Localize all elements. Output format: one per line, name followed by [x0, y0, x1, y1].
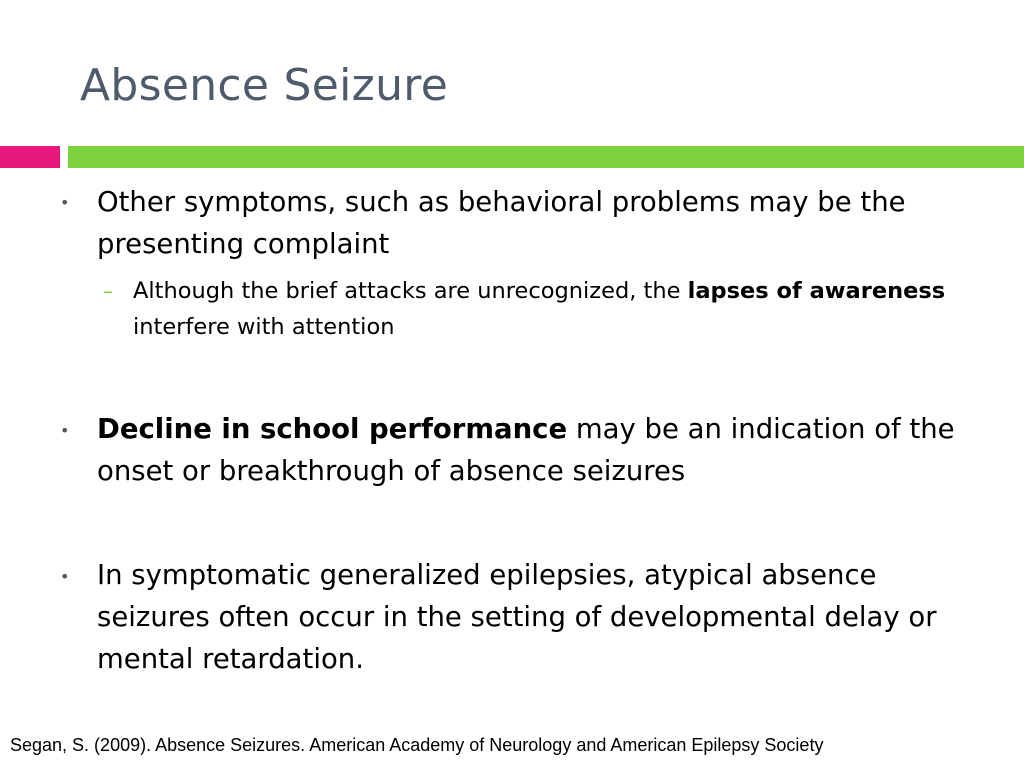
bullet-2-suffix: may be an indication of the onset or breakthrough of absence seizures — [97, 413, 955, 487]
citation-footer: Segan, S. (2009). Absence Seizures. American Academy of Neurology and American Epilepsy Society — [10, 735, 824, 755]
bullet-icon: • — [60, 567, 70, 586]
bullet-2-bold: Decline in school performance — [97, 413, 568, 445]
sub-bullet-1-1-suffix: interfere with attention — [133, 314, 395, 340]
sub-bullet-1-1-bold: lapses of awareness — [687, 278, 946, 304]
bullet-1-text: Other symptoms, such as behavioral problems may be the presenting complaint — [97, 186, 906, 260]
sub-bullet-1-1-text — [133, 273, 993, 345]
dash-icon: – — [103, 279, 113, 303]
sub-bullet-1-1-prefix: Although the brief attacks are unrecognized, the — [133, 278, 688, 304]
bullet-icon: • — [60, 193, 70, 212]
bullet-2-text — [97, 408, 977, 492]
bullet-3-text: In symptomatic generalized epilepsies, atypical absence seizures often occur in the setting of developmental delay or mental retardation. — [97, 559, 937, 675]
slide-title: Absence Seizure — [80, 60, 449, 111]
bullet-icon: • — [60, 421, 70, 440]
